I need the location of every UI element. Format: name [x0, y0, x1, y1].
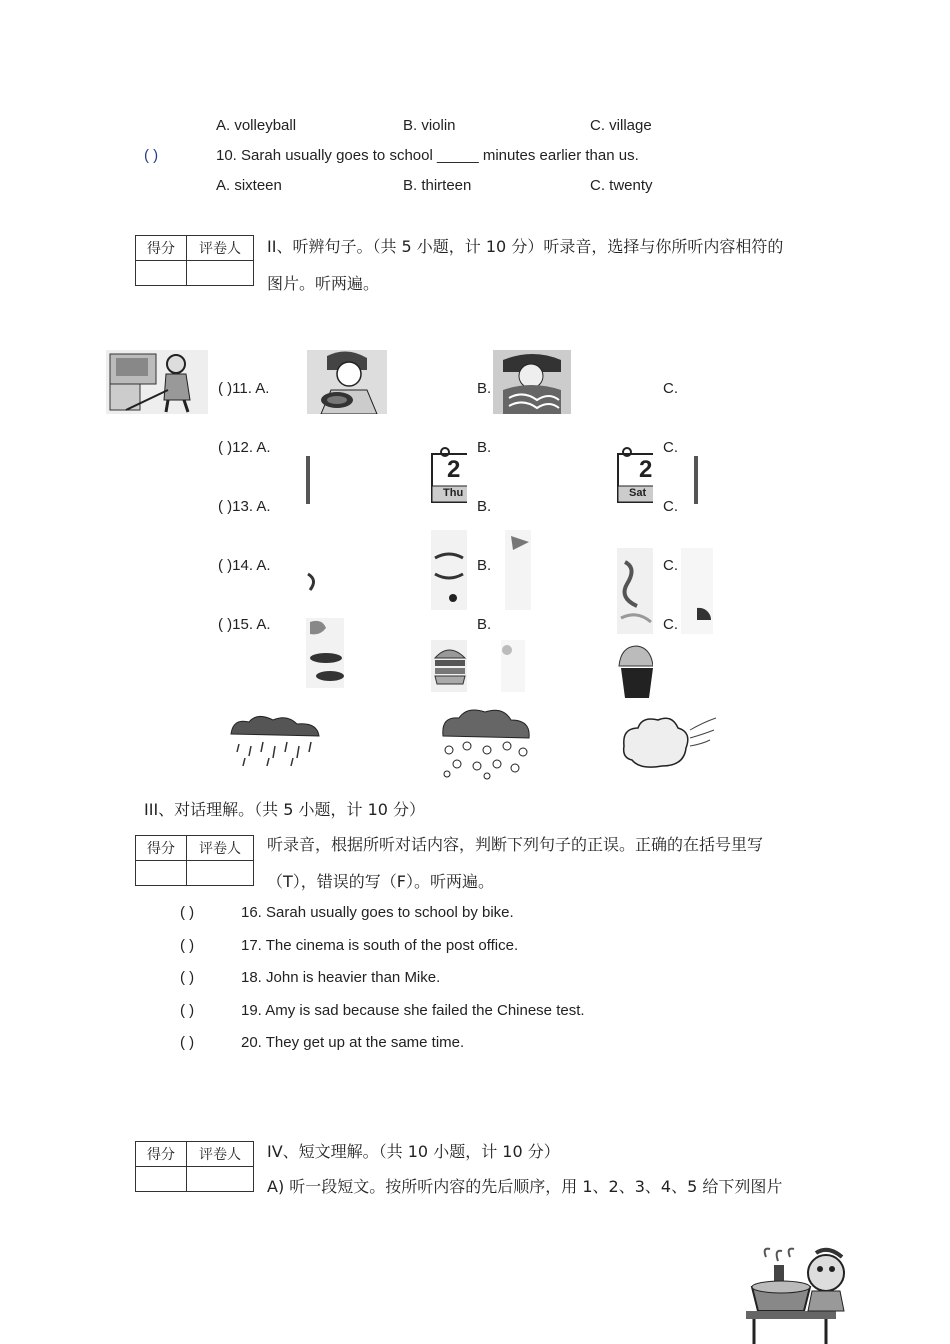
q18-answer-bracket[interactable]: ( ): [180, 969, 195, 986]
q10-option-a: A. sixteen: [216, 177, 282, 194]
q13-option-c: C.: [663, 498, 678, 515]
q9-option-b: B. violin: [403, 117, 456, 134]
q10-question: 10. Sarah usually goes to school _____ minutes earlier than us.: [216, 147, 639, 164]
calendar-c-weekday: Sat: [629, 487, 647, 499]
score-table-section3: [135, 835, 254, 886]
snowy-cloud-picture: [437, 706, 533, 780]
q16-statement: 16. Sarah usually goes to school by bike.: [241, 904, 514, 921]
score-header: 得分: [136, 236, 187, 261]
q19-statement: 19. Amy is sad because she failed the Chinese test.: [241, 1002, 585, 1019]
score-table-section4: [135, 1141, 254, 1192]
score-cell[interactable]: [136, 261, 187, 286]
score-header: 得分: [136, 1142, 187, 1167]
q17-statement: 17. The cinema is south of the post office.: [241, 937, 519, 954]
q14-option-b: B.: [477, 557, 492, 574]
eating-noodles-picture: [493, 350, 571, 414]
score-table-section2: [135, 235, 254, 286]
section3-title: III、对话理解。（共 5 小题，计 10 分）: [144, 800, 426, 819]
q11-option-c: C.: [663, 380, 678, 397]
calendar-b-weekday: Thu: [443, 487, 464, 499]
q9-option-c: C. village: [590, 117, 652, 134]
grader-header: 评卷人: [187, 836, 254, 861]
score-cell[interactable]: [136, 1167, 187, 1192]
q20-answer-bracket[interactable]: ( ): [180, 1034, 195, 1051]
calendar-b-picture: [431, 446, 467, 504]
q9-option-a: A. volleyball: [216, 117, 297, 134]
q16-answer-bracket[interactable]: ( ): [180, 904, 195, 921]
q14-label[interactable]: ( )14. A.: [218, 557, 271, 574]
grader-cell[interactable]: [187, 261, 254, 286]
q19-answer-bracket[interactable]: ( ): [180, 1002, 195, 1019]
mopping-floor-picture: [106, 350, 208, 414]
calendar-c-day: 2: [639, 456, 653, 483]
q14-option-c: C.: [663, 557, 678, 574]
cooking-picture: [307, 350, 387, 414]
q15-option-c: C.: [663, 616, 678, 633]
section2-title-cont: 图片。听两遍。: [267, 274, 380, 293]
q10-option-c: C. twenty: [590, 177, 653, 194]
q13-label[interactable]: ( )13. A.: [218, 498, 271, 515]
grader-header: 评卷人: [187, 236, 254, 261]
q20-statement: 20. They get up at the same time.: [241, 1034, 465, 1051]
calendar-c-picture: [617, 446, 653, 504]
grader-cell[interactable]: [187, 1167, 254, 1192]
q11-label[interactable]: ( )11. A.: [218, 380, 270, 397]
section3-instructions: 听录音，根据所听对话内容，判断下列句子的正误。正确的在括号里写: [267, 835, 764, 854]
score-cell[interactable]: [136, 861, 187, 886]
section4-instructions: A) 听一段短文。按所听内容的先后顺序，用 1、2、3、4、5 给下列图片: [267, 1177, 783, 1196]
rainy-cloud-picture: [227, 712, 323, 770]
score-header: 得分: [136, 836, 187, 861]
hamburger-picture: [431, 640, 525, 692]
q10-answer-bracket[interactable]: ( ): [144, 147, 159, 164]
section2-title: II、听辨句子。（共 5 小题，计 10 分）听录音，选择与你所听内容相符的: [267, 237, 784, 256]
q17-answer-bracket[interactable]: ( ): [180, 937, 195, 954]
q10-option-b: B. thirteen: [403, 177, 472, 194]
q15-label[interactable]: ( )15. A.: [218, 616, 271, 633]
q14-picture-a: [306, 560, 320, 594]
calendar-c-edge: [692, 456, 700, 504]
grader-header: 评卷人: [187, 1142, 254, 1167]
hotpot-eating-picture: [746, 1247, 850, 1344]
cupcake-picture: [617, 640, 653, 700]
section4-title: IV、短文理解。（共 10 小题，计 10 分）: [267, 1142, 560, 1161]
q12-option-c: C.: [663, 439, 678, 456]
q18-statement: 18. John is heavier than Mike.: [241, 969, 441, 986]
section3-instructions-cont: （T），错误的写（F）。听两遍。: [267, 872, 494, 891]
q12-label[interactable]: ( )12. A.: [218, 439, 271, 456]
q13-option-b: B.: [477, 498, 492, 515]
calendar-b-day: 2: [447, 456, 461, 483]
calendar-a-picture: [306, 456, 314, 504]
q11-option-b: B.: [477, 380, 492, 397]
q15-option-b: B.: [477, 616, 492, 633]
grader-cell[interactable]: [187, 861, 254, 886]
q12-option-b: B.: [477, 439, 492, 456]
windy-cloud-picture: [620, 712, 718, 772]
hotdog-picture: [306, 618, 346, 688]
